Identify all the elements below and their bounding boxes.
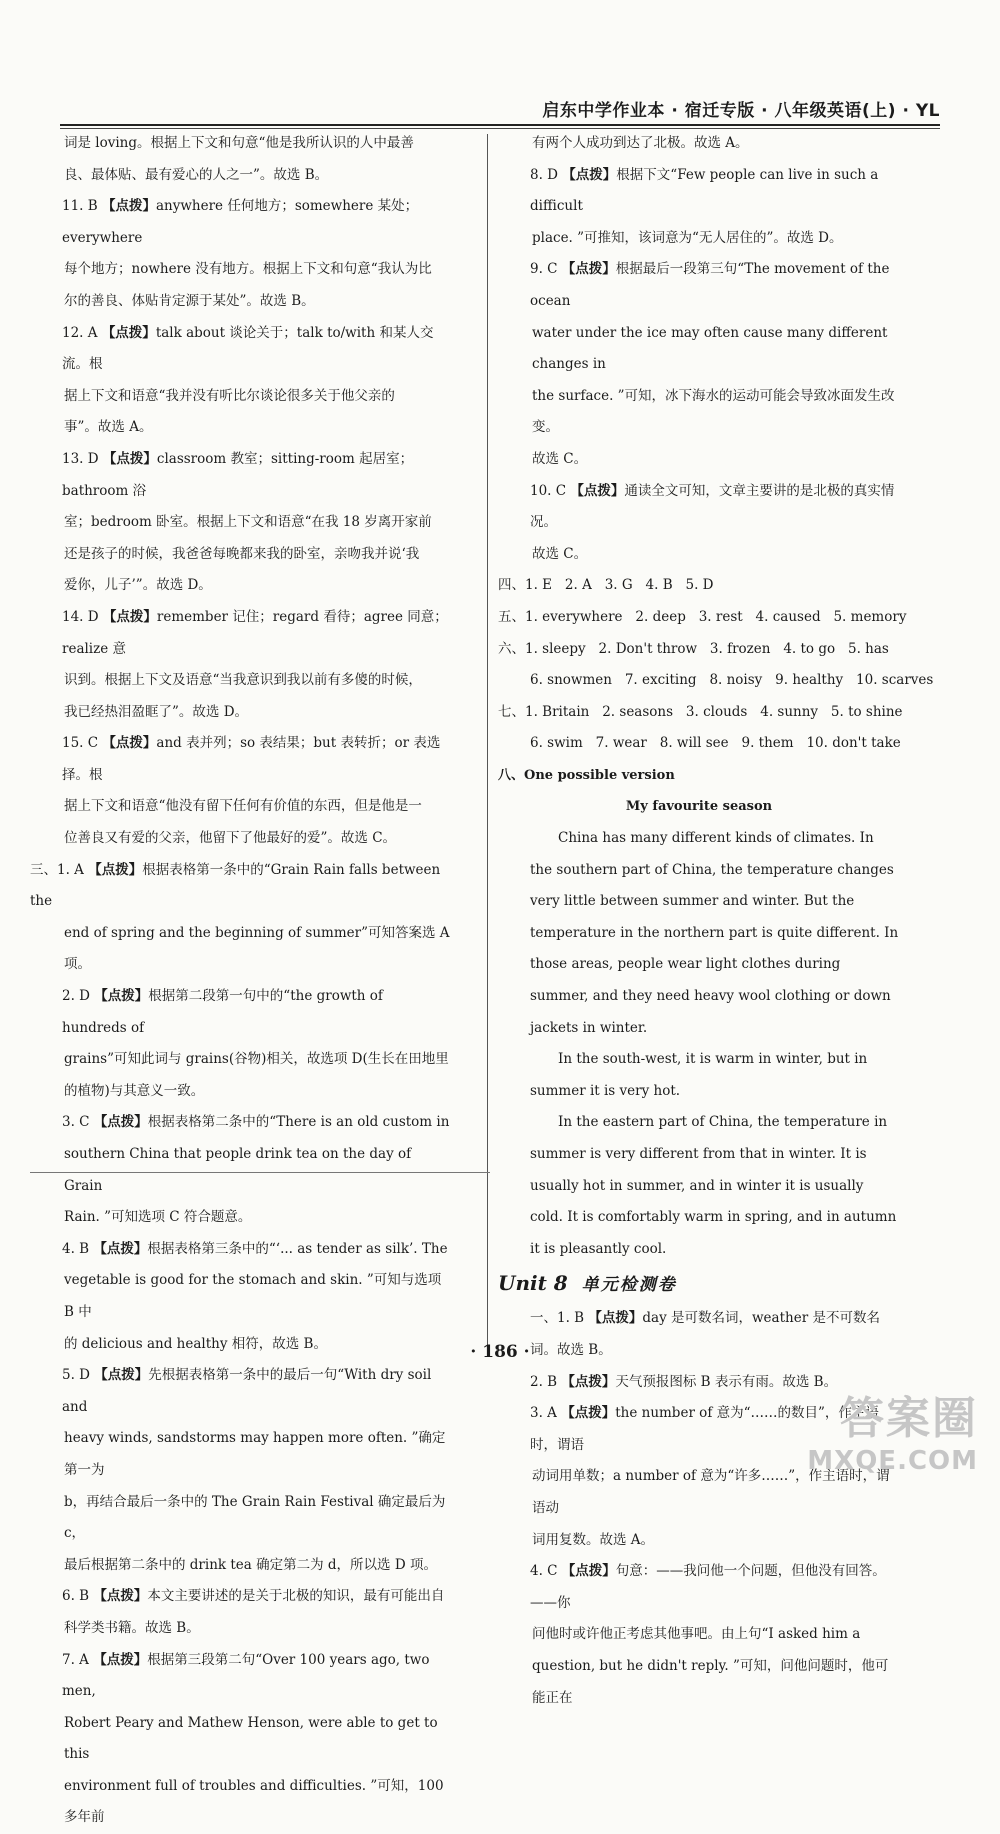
watermark-url: MXQE.COM [807,1446,978,1476]
answer-text: 根据下文“Few people can live in such a difficult [530,166,879,215]
left-text-line: Rain. ”可知选项 C 符合题意。 [64,1209,252,1226]
left-text-line: grains”可知此词与 grains(谷物)相关，故选项 D(生长在田地里 [64,1051,449,1068]
left-text-line: 据上下文和语意“我并没有听比尔谈论很多关于他父亲的 [64,387,395,404]
left-text-line: 的植物)与其意义一致。 [64,1082,205,1099]
left-answer-line [30,855,450,918]
answer-text: 根据表格第一条中的“Grain Rain falls between the [30,861,441,910]
hint-tag: 【点拨】 [588,1310,643,1327]
left-text-line: 尔的善良、体贴肯定源于某处”。故选 B。 [64,292,315,309]
answer-text: 根据第二段第一句中的“the growth of hundreds of [62,988,383,1036]
right-text-line: water under the ice may often cause many different changes in [532,324,888,373]
watermark-logo-text: 答案圈 [840,1393,978,1444]
answer-label: 7. A [62,1651,94,1668]
answer-label: 一、1. B [530,1310,589,1327]
answer-label: 3. C [62,1114,94,1131]
answer-text: classroom 教室；sitting-room 起居室；bathroom 浴 [62,450,414,499]
answer-label: 12. A [62,324,102,341]
hint-tag: 【点拨】 [101,324,156,341]
hint-tag: 【点拨】 [93,1588,148,1605]
left-answer-line [30,981,450,1044]
left-answer-line [30,444,450,507]
answer-label: 13. D [62,450,103,467]
left-text-line: heavy winds, sandstorms may happen more often. ”确定第一为 [64,1430,446,1478]
left-text-line: southern China that people drink tea on the day of Grain [64,1146,412,1194]
essay-paragraph: China has many different kinds of climates. In the southern part of China, the temperature changes very little between summer and winter. But the temperature in the northern part is quite different. In those areas, people wear light clothes during summer, and they need heavy wool clothing or down jackets in winter. [530,830,899,1036]
essay-paragraph: In the south-west, it is warm in winter, but in summer it is very hot. [530,1051,868,1099]
answer-text: 根据最后一段第三句“The movement of the ocean [530,261,890,309]
left-answer-line [30,1234,450,1266]
left-text-line: 科学类书籍。故选 B。 [64,1619,200,1636]
page-header: 启东中学作业本 · 宿迁专版 · 八年级英语(上) · YL [542,101,940,121]
left-text-line: 每个地方；nowhere 没有地方。根据上下文和句意“我认为比 [64,261,432,278]
left-text-line: 良、最体贴、最有爱心的人之一”。故选 B。 [64,166,329,183]
left-answer-line [30,1360,450,1423]
hint-tag: 【点拨】 [561,261,616,278]
hint-tag: 【点拨】 [102,450,157,467]
essay-title: My favourite season [625,799,773,815]
answer-text: 根据表格第二条中的“There is an old custom in [147,1114,450,1131]
right-text-line: question, but he didn't reply. ”可知，问他问题时，他可能正在 [532,1657,889,1706]
left-answer-line [30,602,450,665]
hint-tag: 【点拨】 [561,1563,616,1580]
answer-text: 根据表格第三条中的“‘... as tender as silk’. The [147,1240,448,1257]
hint-tag: 【点拨】 [561,1373,616,1390]
unit-subtitle: 单元检测卷 [581,1275,677,1296]
answer-label: 14. D [62,608,103,625]
right-text-line: 故选 C。 [532,545,588,562]
answer-label: 3. A [530,1405,562,1422]
answer-label: 三、1. A [30,861,89,878]
right-answer-line [498,476,900,539]
hint-tag: 【点拨】 [94,988,149,1005]
right-list-line: 6. swim 7. wear 8. will see 9. them 10. don't take [530,735,901,752]
page-number: · 186 · [470,1342,530,1362]
answer-label: 2. B [530,1373,562,1390]
column-divider [487,134,488,1349]
left-text-line: b，再结合最后一条中的 The Grain Rain Festival 确定最后为 c， [64,1493,446,1542]
left-text-line: vegetable is good for the stomach and skin. ”可知与选项 B 中 [64,1272,442,1320]
hint-tag: 【点拨】 [562,166,617,183]
left-text-line: 最后根据第二条中的 drink tea 确定第二为 d，所以选 D 项。 [64,1556,437,1573]
unit-name: Unit 8 [498,1271,568,1296]
answer-text: day 是可数名词，weather 是不可数名词。故选 B。 [530,1310,880,1358]
left-text-line: 爱你，儿子’”。故选 D。 [64,577,212,594]
right-text-line: 有两个人成功到达了北极。故选 A。 [532,135,749,151]
left-answer-line [30,1581,450,1613]
header-rule [60,124,940,126]
answer-text: the number of 意为“……的数目”，作主语时，谓语 [530,1405,879,1453]
left-answer-line [30,318,450,381]
right-text-line: place. ”可推知，该词意为“无人居住的”。故选 D。 [532,229,843,246]
right-list-line: 6. snowmen 7. exciting 8. noisy 9. healthy 10. scarves [530,672,934,689]
left-text-line: 据上下文和语意“他没有留下任何有价值的东西，但是他是一 [64,798,422,815]
hint-tag: 【点拨】 [101,198,156,215]
hint-tag: 【点拨】 [102,608,157,625]
left-answer-line [30,191,450,254]
left-text-line: end of spring and the beginning of summer”可知答案选 A 项。 [64,924,450,973]
left-answer-line [30,1107,450,1139]
watermark [807,1382,978,1476]
essay-paragraph: In the eastern part of China, the temperature in summer is very different from that in winter. It is usually hot in summer, and in winter it is usually cold. It is comfortably warm in spring, and in autumn it is pleasantly cool. [530,1114,897,1257]
answer-label: 11. B [62,198,102,215]
right-list-line: 七、1. Britain 2. seasons 3. clouds 4. sunny 5. to shine [498,703,903,720]
answer-label: 6. B [62,1588,94,1605]
left-text-line: 事”。故选 A。 [64,419,153,436]
essay-version-label: 八、One possible version [498,767,675,783]
left-answer-line [30,1645,450,1708]
answer-text: 根据第三段第二句“Over 100 years ago, two men, [62,1651,430,1700]
right-list-line: 四、1. E 2. A 3. G 4. B 5. D [498,577,714,594]
answer-text: 句意：——我问他一个问题，但他没有回答。——你 [530,1563,886,1611]
hint-tag: 【点拨】 [93,1114,148,1131]
answer-text: 天气预报图标 B 表示有雨。故选 B。 [615,1373,838,1390]
right-list-line: 五、1. everywhere 2. deep 3. rest 4. caused 5. memory [498,608,907,625]
answer-text: 本文主要讲述的是关于北极的知识，最有可能出自 [147,1588,445,1605]
right-list-line: 六、1. sleepy 2. Don't throw 3. frozen 4. to go 5. has [498,640,889,657]
answer-text: 先根据表格第一条中的最后一句“With dry soil and [62,1367,432,1415]
left-text-line: 的 delicious and healthy 相符，故选 B。 [64,1335,327,1352]
unit-heading [498,1265,900,1303]
right-answer-line [498,254,900,317]
hint-tag: 【点拨】 [561,1405,616,1422]
answer-label: 10. C [530,482,571,499]
left-column [30,128,450,1834]
left-text-line: 词是 loving。根据上下文和句意“他是我所认识的人中最善 [64,135,414,151]
left-text-line: 位善良又有爱的父亲，他留下了他最好的爱”。故选 C。 [64,830,397,847]
right-answer-line [498,1556,900,1619]
answer-label: 15. C [62,735,103,752]
left-text-line: 室；bedroom 卧室。根据上下文和语意“在我 18 岁离开家前 [64,514,432,531]
left-text-line: environment full of troubles and difficulties. ”可知，100 多年前 [64,1777,444,1826]
hint-tag: 【点拨】 [93,1651,148,1668]
hint-tag: 【点拨】 [88,861,143,878]
left-text-line: 识到。根据上下文及语意“当我意识到我以前有多傻的时候， [64,672,422,689]
answer-label: 2. D [62,988,95,1005]
right-text-line: the surface. ”可知，冰下海水的运动可能会导致冰面发生改变。 [532,387,895,436]
answer-label: 5. D [62,1367,95,1384]
right-text-line: 动词用单数；a number of 意为“许多……”，作主语时，谓语动 [532,1468,890,1516]
answer-label: 8. D [530,166,563,183]
answer-label: 4. B [62,1240,94,1257]
answer-text: talk about 谈论关于；talk to/with 和某人交流。根 [62,324,434,373]
hint-tag: 【点拨】 [570,482,625,499]
left-text-line: 我已经热泪盈眶了”。故选 D。 [64,703,249,720]
left-text-line: Robert Peary and Mathew Henson, were able to get to this [64,1714,438,1763]
left-text-line: 还是孩子的时候，我爸爸每晚都来我的卧室，亲吻我并说‘我 [64,545,420,562]
answer-label: 9. C [530,261,562,278]
right-text-line: 问他时或许他正考虑其他事吧。由上句“I asked him a [532,1626,861,1643]
answer-label: 4. C [530,1563,562,1580]
hint-tag: 【点拨】 [93,1240,148,1257]
answer-text: anywhere 任何地方；somewhere 某处；everywhere [62,198,419,246]
right-text-line: 故选 C。 [532,450,588,467]
left-answer-line [30,728,450,791]
right-answer-line [498,160,900,223]
answer-text: remember 记住；regard 看待；agree 同意；realize 意 [62,608,448,657]
hint-tag: 【点拨】 [102,735,157,752]
answer-text: and 表并列；so 表结果；but 表转折；or 表选择。根 [62,735,441,783]
answer-text: 通读全文可知，文章主要讲的是北极的真实情况。 [530,482,895,531]
right-text-line: 词用复数。故选 A。 [532,1531,655,1548]
hint-tag: 【点拨】 [94,1367,149,1384]
